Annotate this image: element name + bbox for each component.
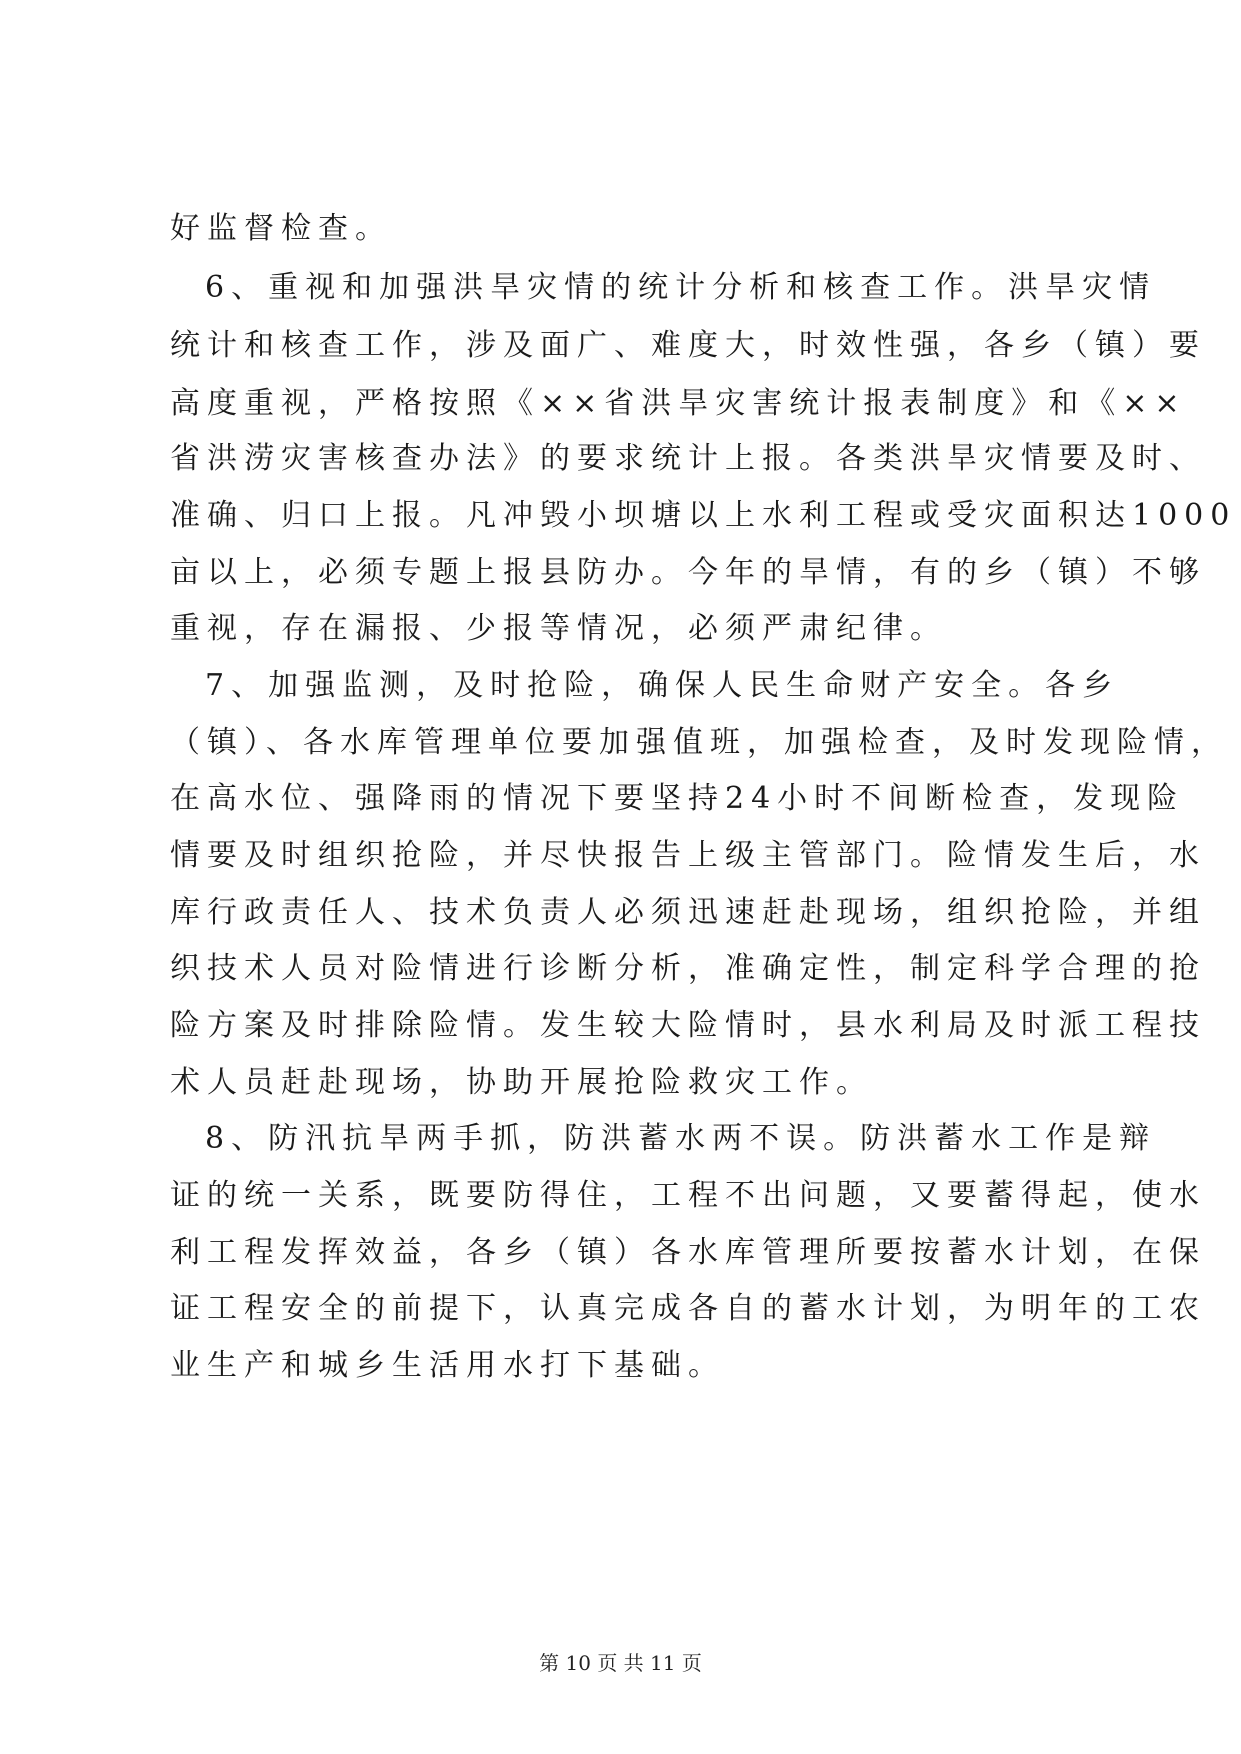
text-line: 证的统一关系，既要防得住，工程不出问题，又要蓄得起，使水: [170, 1178, 1206, 1213]
text-line: 好监督检查。: [170, 211, 392, 246]
text-line: 准确、归口上报。凡冲毁小坝塘以上水利工程或受灾面积达1000: [170, 498, 1237, 533]
text-line: 业生产和城乡生活用水打下基础。: [170, 1348, 725, 1383]
paragraph-7-first-line: 7、加强监测，及时抢险，确保人民生命财产安全。各乡: [205, 668, 1120, 703]
text-line: 在高水位、强降雨的情况下要坚持24小时不间断检查，发现险: [170, 781, 1185, 816]
text-line: （镇）、各水库管理单位要加强值班，加强检查，及时发现险情，: [170, 725, 1228, 760]
text-line: 重视，存在漏报、少报等情况，必须严肃纪律。: [170, 611, 947, 646]
text-line: 省洪涝灾害核查办法》的要求统计上报。各类洪旱灾情要及时、: [170, 441, 1206, 476]
text-line: 证工程安全的前提下，认真完成各自的蓄水计划，为明年的工农: [170, 1291, 1206, 1326]
paragraph-8-first-line: 8、防汛抗旱两手抓，防洪蓄水两不误。防洪蓄水工作是辩: [205, 1121, 1157, 1156]
paragraph-6-first-line: 6、重视和加强洪旱灾情的统计分析和核查工作。洪旱灾情: [205, 270, 1157, 305]
text-line: 情要及时组织抢险，并尽快报告上级主管部门。险情发生后，水: [170, 838, 1206, 873]
text-line: 高度重视，严格按照《××省洪旱灾害统计报表制度》和《××: [170, 386, 1187, 421]
text-line: 库行政责任人、技术负责人必须迅速赶赴现场，组织抢险，并组: [170, 895, 1206, 930]
text-line: 险方案及时排除险情。发生较大险情时，县水利局及时派工程技: [170, 1008, 1206, 1043]
text-line: 亩以上，必须专题上报县防办。今年的旱情，有的乡（镇）不够: [170, 555, 1206, 590]
text-line: 术人员赶赴现场，协助开展抢险救灾工作。: [170, 1065, 873, 1100]
text-line: 利工程发挥效益，各乡（镇）各水库管理所要按蓄水计划，在保: [170, 1235, 1206, 1270]
page-number-footer: 第 10 页 共 11 页: [539, 1651, 702, 1675]
text-line: 织技术人员对险情进行诊断分析，准确定性，制定科学合理的抢: [170, 951, 1206, 986]
text-line: 统计和核查工作，涉及面广、难度大，时效性强，各乡（镇）要: [170, 328, 1206, 363]
